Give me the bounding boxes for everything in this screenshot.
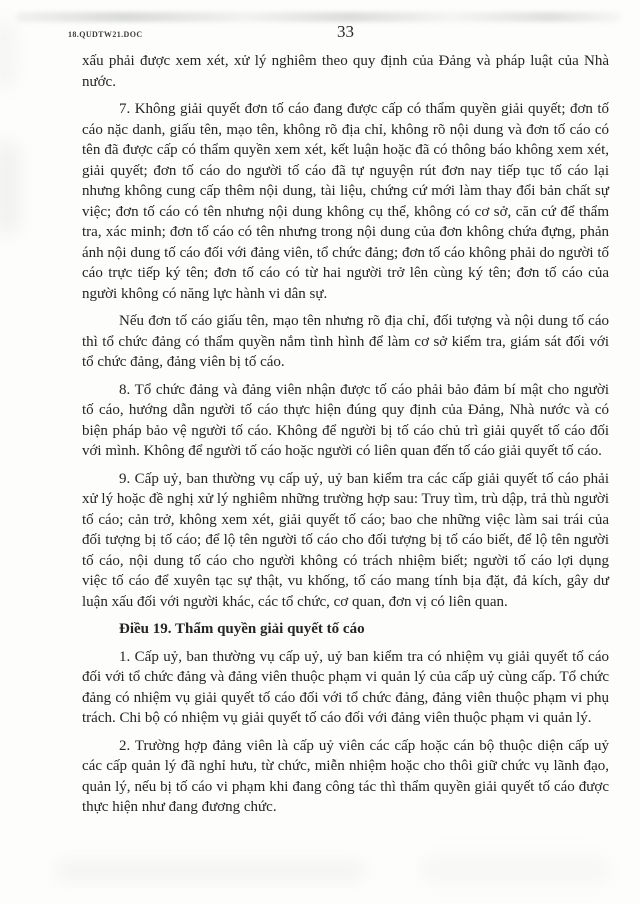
continuation-paragraph: xấu phải được xem xét, xử lý nghiêm theo quy định của Đảng và pháp luật của Nhà nước. bbox=[82, 53, 609, 90]
scan-artifact-left-smudge bbox=[0, 140, 20, 235]
scan-artifact-bottom-right-smudge bbox=[420, 856, 610, 884]
anonymous-complaint-note-paragraph: Nếu đơn tố cáo giấu tên, mạo tên nhưng rõ địa chỉ, đối tượng và nội dung tố cáo thì tổ chức đảng có thẩm quyền nắm tình hình để làm cơ sở kiểm tra, giám sát đối với tổ chức đảng, đảng viên bị tố cáo. bbox=[82, 313, 609, 370]
scan-artifact-bottom-smudge bbox=[55, 860, 365, 882]
item-7-paragraph: 7. Không giải quyết đơn tố cáo đang được cấp có thẩm quyền giải quyết; đơn tố cáo nặc danh, giấu tên, mạo tên, không rõ địa chỉ, không rõ nội dung và đơn tố cáo có tên đã được cấp có thẩm quyền xem xét, kết luận hoặc đã có thông báo không xem xét, giải quyết; đơn tố cáo do người tố cáo đã tự nguyện rút đơn nay tiếp tục tố cáo lại nhưng không cung cấp thêm nội dung, tài liệu, chứng cứ mới làm thay đổi bản chất sự việc; đơn tố cáo có tên nhưng nội dung không cụ thể, không có cơ sở, căn cứ để thẩm tra, xác minh; đơn tố cáo có tên nhưng trong nội dung của đơn không chứa đựng, phản ánh nội dung tố cáo đối với đảng viên, tổ chức đảng; đơn tố cáo không phải do người tố cáo trực tiếp ký tên; đơn tố cáo có từ hai người trở lên cùng ký tên; đơn tố cáo của người không có năng lực hành vi dân sự. bbox=[82, 101, 609, 302]
article-19-clause-1-paragraph: 1. Cấp uỷ, ban thường vụ cấp uỷ, uỷ ban kiểm tra có nhiệm vụ giải quyết tố cáo đối với tổ chức đảng và đảng viên thuộc phạm vi quản lý của cấp uỷ cùng cấp. Tổ chức đảng có nhiệm vụ giải quyết tố cáo đối với tổ chức đảng, đảng viên thuộc phạm vi phụ trách. Chi bộ có nhiệm vụ giải quyết tố cáo đối với đảng viên thuộc phạm vi quản lý. bbox=[82, 648, 609, 726]
page-number: 33 bbox=[337, 22, 354, 41]
article-19-heading: Điều 19. Thẩm quyền giải quyết tố cáo bbox=[119, 621, 365, 637]
scan-artifact-corner-smudge bbox=[0, 20, 16, 90]
scan-artifact-top-streak bbox=[16, 12, 622, 22]
item-8-paragraph: 8. Tổ chức đảng và đảng viên nhận được tố cáo phải bảo đảm bí mật cho người tố cáo, hướng dẫn người tố cáo thực hiện đúng quy định của Đảng, Nhà nước và có biện pháp bảo vệ người tố cáo. Không để người bị tố cáo chủ trì giải quyết tố cáo đối với mình. Không để người tố cáo hoặc người có liên quan đến tố cáo giải quyết tố cáo. bbox=[82, 381, 609, 459]
article-19-clause-2-paragraph: 2. Trường hợp đảng viên là cấp uỷ viên các cấp hoặc cán bộ thuộc diện cấp uỷ các cấp quản lý đã nghỉ hưu, từ chức, miễn nhiệm hoặc cho thôi giữ chức vụ lãnh đạo, quản lý, nếu bị tố cáo vi phạm khi đang công tác thì thẩm quyền giải quyết tố cáo được thực hiện như đang đương chức. bbox=[82, 737, 609, 815]
item-9-paragraph: 9. Cấp uỷ, ban thường vụ cấp uỷ, uỷ ban kiểm tra các cấp giải quyết tố cáo phải xử lý hoặc đề nghị xử lý nghiêm những trường hợp sau: Truy tìm, trù dập, trả thù người tố cáo; cản trở, không xem xét, giải quyết tố cáo; bao che những việc làm sai trái của đối tượng bị tố cáo; để lộ tên người tố cáo cho đối tượng bị tố cáo biết, để lộ tên người tố cáo, nội dung tố cáo cho người không có trách nhiệm biết; người tố cáo lợi dụng việc tố cáo để xuyên tạc sự thật, vu khống, tố cáo mang tính bịa đặt, đả kích, gây dư luận xấu đối với người khác, các tổ chức, cơ quan, đơn vị có liên quan. bbox=[82, 470, 609, 610]
document-code: 18.QUDTW21.DOC bbox=[68, 30, 143, 39]
document-body bbox=[82, 51, 609, 818]
